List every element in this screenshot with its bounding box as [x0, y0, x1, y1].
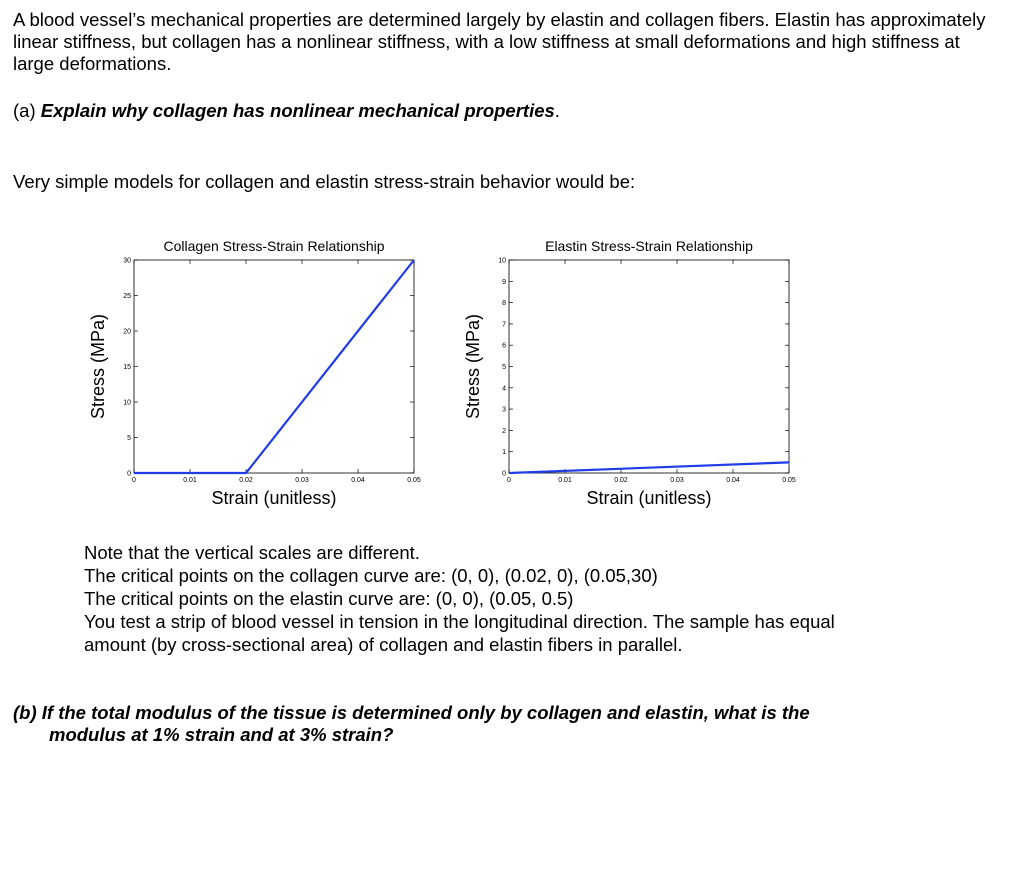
y-axis-label: Stress (MPa)	[463, 313, 483, 420]
note-line: amount (by cross-sectional area) of collagen and elastin fibers in parallel.	[84, 634, 683, 655]
x-axis-label: Strain (unitless)	[211, 488, 337, 508]
question-a-prefix: (a)	[13, 100, 41, 121]
y-tick-label: 3	[502, 406, 506, 414]
y-tick-label: 2	[502, 427, 506, 435]
question-b	[13, 702, 973, 746]
y-tick-label: 8	[502, 300, 506, 308]
x-tick-label: 0.03	[670, 477, 684, 484]
collagen-chart	[80, 232, 430, 517]
note-line: You test a strip of blood vessel in tension in the longitudinal direction. The sample has equal	[84, 611, 835, 632]
y-tick-label: 25	[123, 293, 131, 300]
y-tick-label: 5	[127, 435, 131, 442]
x-tick-label: 0.01	[558, 477, 572, 484]
y-tick-label: 10	[123, 399, 131, 407]
y-tick-label: 30	[123, 257, 131, 265]
series-line	[509, 462, 789, 473]
y-tick-label: 6	[502, 342, 506, 350]
x-tick-label: 0.05	[407, 477, 421, 484]
x-tick-label: 0	[507, 477, 511, 484]
question-b-line2: modulus at 1% strain and at 3% strain?	[49, 724, 394, 745]
x-axis-label: Strain (unitless)	[586, 488, 712, 508]
question-a-suffix: .	[554, 100, 560, 121]
question-a-text: Explain why collagen has nonlinear mechanical properties	[40, 100, 555, 121]
y-tick-label: 20	[123, 328, 131, 336]
notes-block	[84, 541, 984, 656]
y-tick-label: 10	[498, 257, 506, 265]
y-tick-label: 0	[502, 470, 506, 478]
x-tick-label: 0	[132, 477, 136, 484]
y-tick-label: 5	[502, 364, 506, 371]
plot-frame	[509, 260, 789, 473]
y-tick-label: 1	[502, 449, 506, 457]
note-line: The critical points on the collagen curve are: (0, 0), (0.02, 0), (0.05,30)	[84, 565, 658, 586]
question-b-line1: (b) If the total modulus of the tissue is determined only by collagen and elastin, what is the	[13, 702, 810, 723]
question-a	[13, 100, 560, 122]
chart-title: Elastin Stress-Strain Relationship	[545, 238, 753, 254]
x-tick-label: 0.03	[295, 477, 309, 484]
note-line: Note that the vertical scales are different.	[84, 542, 420, 563]
note-line: The critical points on the elastin curve are: (0, 0), (0.05, 0.5)	[84, 588, 574, 609]
y-tick-label: 0	[127, 470, 131, 478]
x-tick-label: 0.02	[614, 477, 628, 484]
y-tick-label: 15	[123, 364, 131, 371]
x-tick-label: 0.04	[726, 477, 740, 484]
y-tick-label: 4	[502, 385, 506, 393]
y-axis-label: Stress (MPa)	[88, 313, 108, 420]
x-tick-label: 0.05	[782, 477, 796, 484]
intro-paragraph: A blood vessel’s mechanical properties are determined largely by elastin and collagen fibers. Elastin has approximately linear stiffness, but collagen has a nonlinear stiffness, with a low stiffness at small deformations and high stiffness at large deformations.	[13, 9, 986, 74]
x-tick-label: 0.02	[239, 477, 253, 484]
y-tick-label: 9	[502, 278, 506, 286]
plot-frame	[134, 260, 414, 473]
models-intro: Very simple models for collagen and elastin stress-strain behavior would be:	[13, 171, 636, 192]
y-tick-label: 7	[502, 321, 506, 329]
x-tick-label: 0.04	[351, 477, 365, 484]
elastin-chart	[455, 232, 805, 517]
x-tick-label: 0.01	[183, 477, 197, 484]
series-line	[134, 260, 414, 473]
chart-title: Collagen Stress-Strain Relationship	[163, 238, 385, 254]
